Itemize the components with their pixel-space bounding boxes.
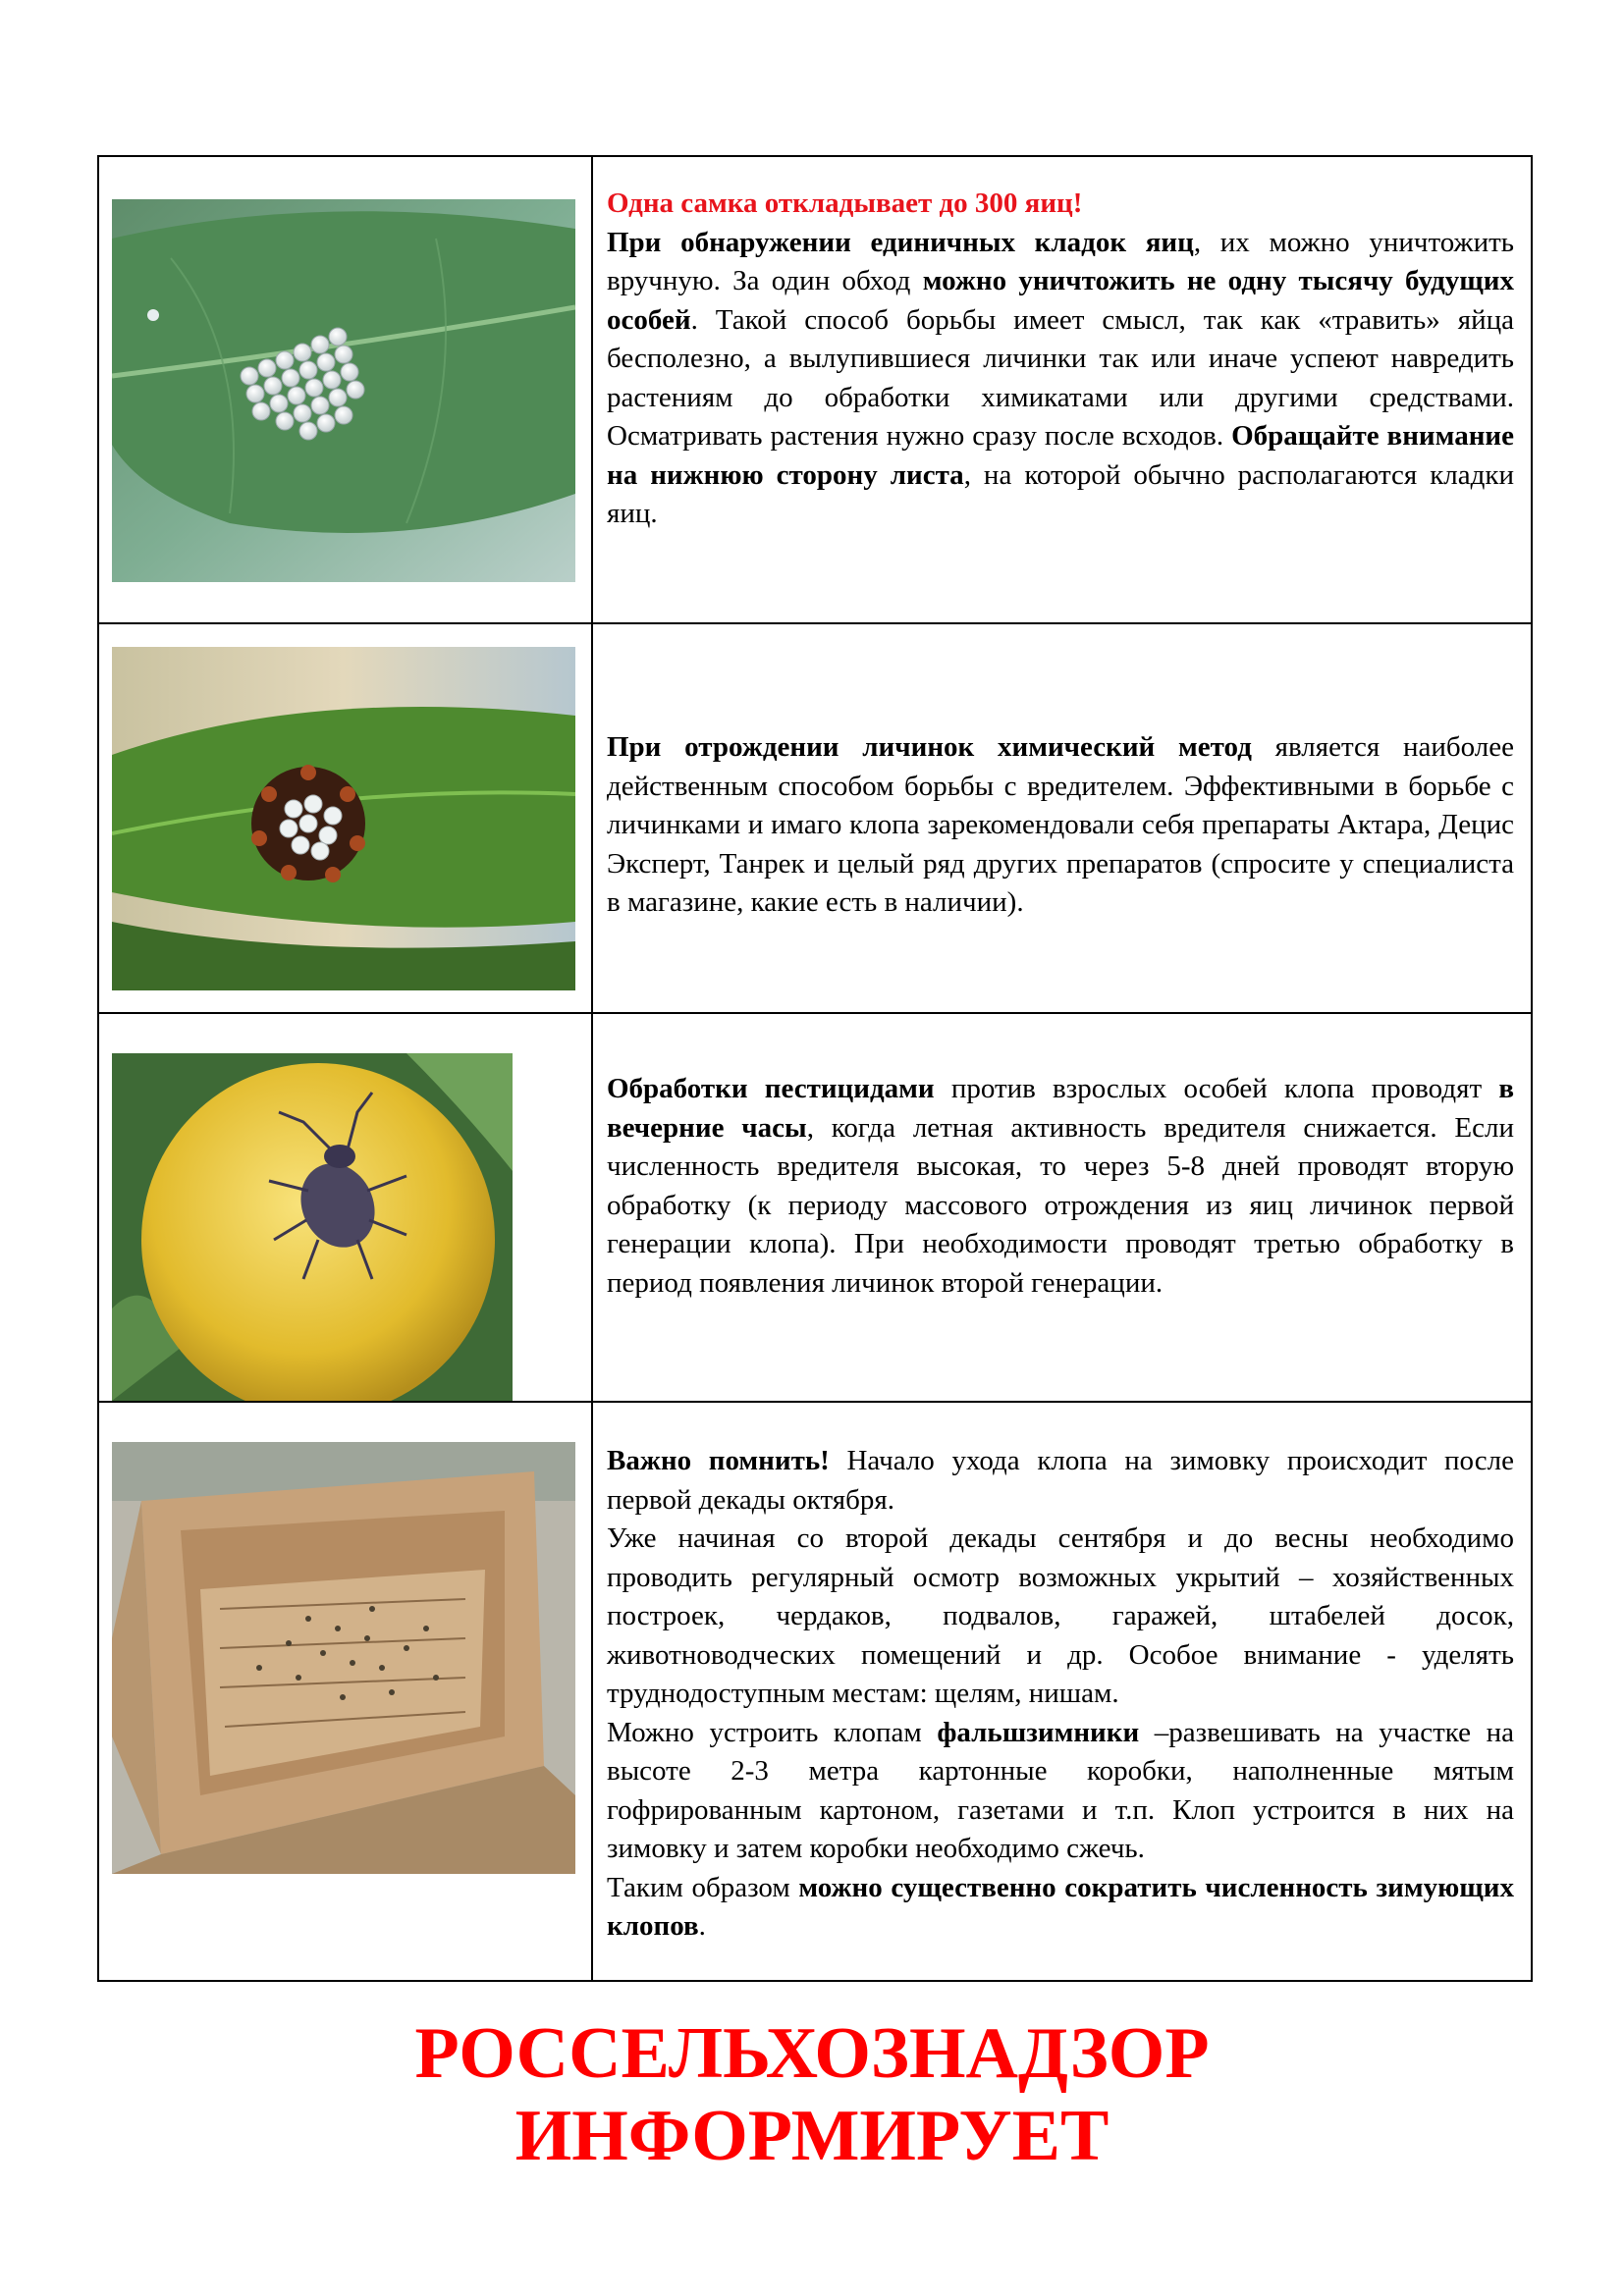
image-cell [98,1013,592,1402]
text-run: –развешивать на участке на высоте 2-3 метра картонные коробки, наполненные мятым гофрированным картоном, газетами и т.п. Клоп устроится в них на зимовку и затем коробки необходимо сжечь. [607,1716,1514,1864]
text-run: против взрослых особей клопа проводят [934,1073,1499,1104]
bold-text: фальшзимники [937,1716,1140,1748]
table-row [98,623,1532,1013]
text-run: . Такой способ борьбы имеет смысл, так как «травить» яйца бесполезно, а вылупившиеся личинки так или иначе успеют навредить растениям до обработки химикатами или другими средствами. Осматривать растения нужно сразу после всходов. [607,303,1514,452]
text-cell [592,623,1532,1013]
text-run: . [698,1910,706,1942]
paragraph [607,224,1514,534]
bold-text: При обнаружении единичных кладок яиц [607,226,1194,258]
paragraph [607,1070,1514,1303]
paragraph [607,1520,1514,1714]
row-text [607,185,1514,534]
text-run: Начало ухода клопа на зимовку происходит после первой декады октября. [607,1445,1514,1516]
table-row [98,1013,1532,1402]
text-cell [592,1013,1532,1402]
image-cell [98,1402,592,1981]
larvae-on-leaf-image [112,647,575,990]
bold-text: При отрождении личинок химический метод [607,731,1252,763]
bold-text: Обращайте внимание на нижнюю сторону листа [607,420,1514,491]
footer-title [0,2012,1624,2177]
paragraph [607,728,1514,923]
image-cell [98,156,592,623]
bug-on-fruit-photo [112,1053,513,1401]
bold-text: в вечерние часы [607,1073,1514,1144]
box-with-bugs-image [112,1442,575,1874]
text-run: , на которой обычно располагаются кладки яиц. [607,458,1514,529]
paragraph [607,185,1514,224]
table-row [98,156,1532,623]
bold-text: Обработки пестицидами [607,1073,935,1104]
text-run: Уже начиная со второй декады сентября и до весны необходимо проводить регулярный осмотр возможных укрытий – хозяйственных построек, чердаков, подвалов, гаражей, штабелей досок, животноводческих помещений и др. Особое внимание - уделять труднодоступным местам: щелям, нишам. [607,1522,1514,1709]
bold-text: Важно помнить! [607,1445,830,1476]
image-cell [98,623,592,1013]
text-run: Таким образом [607,1871,799,1903]
bug-on-fruit-image [112,1053,513,1401]
row-text [607,1442,1514,1947]
text-cell [592,1402,1532,1981]
paragraph [607,1869,1514,1947]
footer-line-2: ИНФОРМИРУЕТ [514,2096,1110,2176]
eggs-on-leaf-photo [112,199,575,582]
row-text [607,728,1514,923]
paragraph [607,1442,1514,1520]
bold-text: можно существенно сократить численность зимующих клопов [607,1871,1514,1942]
paragraph [607,1714,1514,1869]
info-table [97,155,1533,1982]
highlight-text: Одна самка откладывает до 300 яиц! [607,187,1083,219]
table-row [98,1402,1532,1981]
text-run: Можно устроить клопам [607,1716,938,1748]
text-cell [592,156,1532,623]
box-with-bugs-photo [112,1442,575,1874]
footer-line-1: РОССЕЛЬХОЗНАДЗОР [414,2013,1210,2094]
larvae-on-leaf-photo [112,647,575,990]
row-text [607,1070,1514,1303]
bold-text: можно уничтожить не одну тысячу будущих особей [607,265,1514,336]
text-run: , когда летная активность вредителя снижается. Если численность вредителя высокая, то через 5-8 дней проводят вторую обработку (к периоду массового отрождения из яиц личинок первой генерации клопа). При необходимости проводят третью обработку в период появления личинок второй генерации. [607,1111,1515,1299]
eggs-on-leaf-image [112,199,575,582]
text-run: является наиболее действенным способом борьбы с вредителем. Эффективными в борьбе с личинками и имаго клопа зарекомендовали себя препараты Актара, Децис Эксперт, Танрек и целый ряд других препаратов (спросите у специалиста в магазине, какие есть в наличии). [607,731,1514,918]
text-run: , их можно уничтожить вручную. За один обход [607,226,1514,296]
